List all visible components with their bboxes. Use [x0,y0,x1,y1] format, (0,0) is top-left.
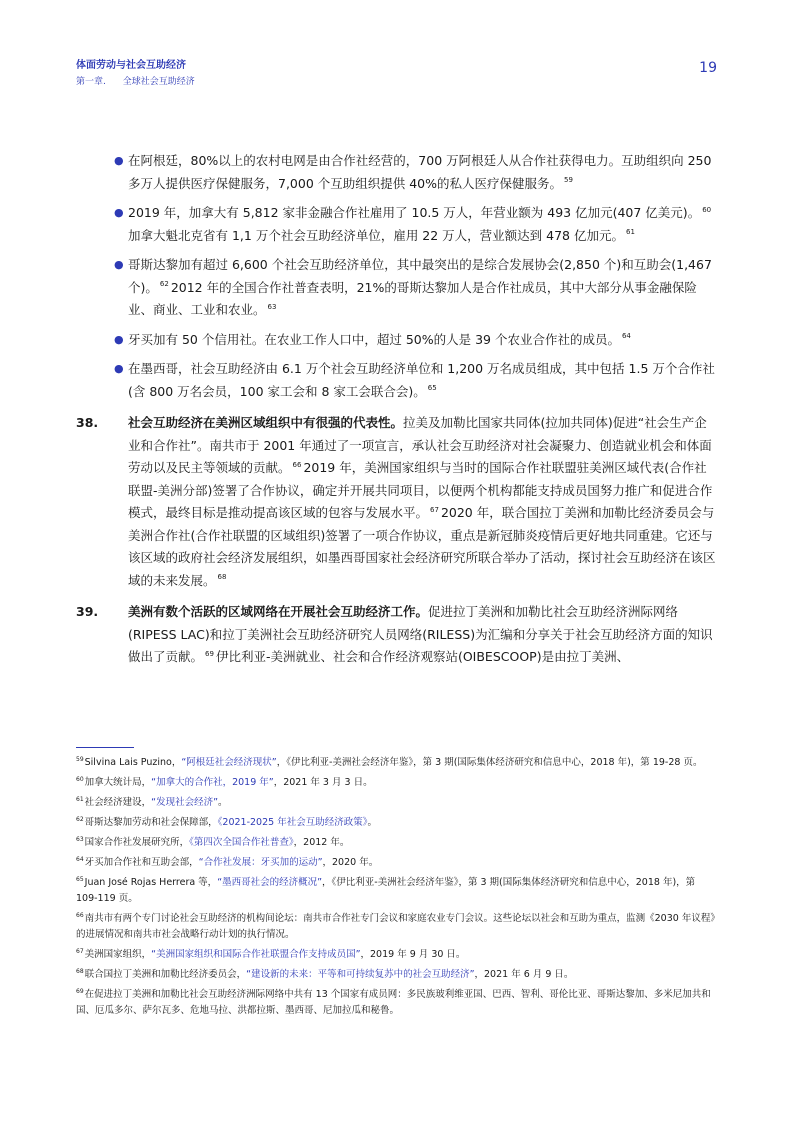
footnote-ref[interactable]: 63 [267,302,277,311]
footnote-ref[interactable]: 65 [427,384,437,393]
footnotes [76,755,717,1023]
bullet-item [114,329,717,352]
footnote [76,815,717,831]
footnote-text: ，《伊比利亚-美洲社会经济年鉴》，第 3 期(国际集体经济研究和信息中心，2018 年)，第 109-119 页。 [76,877,696,904]
footnote [76,855,717,871]
footnote [76,947,717,963]
footnote-text: ，2021 年 6 月 9 日。 [474,969,574,980]
footnote-link[interactable]: “加拿大的合作社，2019 年” [151,777,274,788]
footnote-text: 。 [367,817,377,828]
footnote-ref[interactable]: 68 [217,573,227,582]
footnote-ref[interactable]: 59 [564,176,573,185]
footnote-text: 加拿大统计局， [84,777,152,788]
footnote-number: 68 [76,967,84,975]
footnote-ref[interactable]: 67 [430,505,439,514]
footnote-text: 。 [218,797,228,808]
footnote-link[interactable]: “美洲国家组织和国际合作社联盟合作支持成员国” [151,949,361,960]
paragraph-lead: 美洲有数个活跃的区域网络在开展社会互助经济工作。 [128,604,429,619]
footnote-divider [76,747,134,748]
numbered-paragraph [76,412,717,592]
bullet-text: 2019 年，加拿大有 5,812 家非金融合作社雇用了 10.5 万人，年营业额为 493 亿加元(407 亿美元)。 [128,205,701,220]
footnote-text: Juan José Rojas Herrera 等， [84,877,218,888]
footnote-text: ，2021 年 3 月 3 日。 [273,777,373,788]
footnote-link[interactable]: “阿根廷社会经济现状” [181,757,277,768]
main-content [76,150,717,669]
paragraph-text: 促进拉丁美洲和加勒比社会互助经济洲际网络(RIPESS LAC)和拉丁美洲社会互助经济研究人员网络(RILESS)为汇编和分享关于社会互助经济方面的知识做出了贡献。 [128,604,713,664]
footnote-text: 哥斯达黎加劳动和社会保障部， [84,817,218,828]
footnote-number: 65 [76,875,84,883]
footnote-number: 69 [76,987,84,995]
footnote-link[interactable]: “合作社发展：牙买加的运动” [198,857,323,868]
bullet-icon: ● [114,154,124,167]
chapter-number: 第一章. [76,77,106,87]
footnote-text: 南共市有两个专门讨论社会互助经济的机构间论坛：南共市合作社专门会议和家庭农业专门会议。这些论坛以社会和互助为重点，监测《2030 年议程》的进展情况和南共市社会战略行动计划的执行情况。 [76,913,716,940]
footnote-text: ，2020 年。 [322,857,379,868]
bullet-item [114,202,717,247]
paragraph-text: 2020 年，联合国拉丁美洲和加勒比经济委员会与美洲合作社(合作社联盟的区域组织)签署了一项合作协议，重点是新冠肺炎疫情后更好地共同重建。它还与该区域的政府社会经济发展组织，如墨西哥国家社会经济研究所联合举办了活动，探讨社会互助经济在该区域的未来发展。 [128,505,716,588]
bullet-text: 牙买加有 50 个信用社。在农业工作人口中，超过 50%的人是 39 个农业合作社的成员。 [128,331,620,347]
footnote-text: Silvina Lais Puzino， [84,757,182,768]
bullet-text: 哥斯达黎加有超过 6,600 个社会互助经济单位，其中最突出的是综合发展协会(2,850 个)和互助会(1,467 个)。 [128,257,712,295]
bullet-item [114,254,717,322]
bullet-text: 在阿根廷，80%以上的农村电网是由合作社经营的，700 万阿根廷人从合作社获得电力。互助组织向 250 多万人提供医疗保健服务，7,000 个互助组织提供 40%的私人医疗保健服务。 [128,153,712,191]
footnote-number: 67 [76,947,84,955]
footnote-text: 国家合作社发展研究所， [84,837,190,848]
footnote-text: 牙买加合作社和互助会部， [84,857,199,868]
footnote [76,875,717,907]
footnote-text: 社会经济建设， [84,797,152,808]
paragraph-text: 拉美及加勒比国家共同体(拉加共同体)促进“社会生产企业和合作社”。南共市于 2001 年通过了一项宣言，承认社会互助经济对社会凝聚力、创造就业机会和体面劳动以及民主等领域的贡献。 [128,415,712,475]
footnote-link[interactable]: 《第四次全国合作社普查》 [189,837,294,848]
footnote [76,911,717,943]
footnote-text: ，《伊比利亚-美洲社会经济年鉴》，第 3 期(国际集体经济研究和信息中心，2018 年)，第 19-28 页。 [276,757,703,768]
footnote-link[interactable]: 《2021-2025 年社会互助经济政策》 [217,817,368,828]
footnote-number: 59 [76,755,84,763]
footnote [76,795,717,811]
numbered-paragraph [76,601,717,669]
footnote-link[interactable]: “建设新的未来：平等和可持续复苏中的社会互助经济” [246,969,475,980]
bullet-icon: ● [114,258,124,271]
bullet-text: 2012 年的全国合作社普查表明，21%的哥斯达黎加人是合作社成员，其中大部分从事金融保险业、商业、工业和农业。 [128,279,697,317]
footnote [76,835,717,851]
footnote-ref[interactable]: 60 [702,205,712,214]
bullet-text: 加拿大魁北克省有 1,1 万个社会互助经济单位，雇用 22 万人，营业额达到 478 亿加元。 [128,227,624,243]
document-title: 体面劳动与社会互助经济 [76,60,186,71]
paragraph-text: 2019 年，美洲国家组织与当时的国际合作社联盟驻美洲区域代表(合作社联盟-美洲分部)签署了合作协议，确定并开展共同项目，以便两个机构都能支持成员国努力推广和促进合作模式，最终目标是推动提高该区域的包容与发展水平。 [128,460,713,520]
page-number: 19 [699,60,717,76]
footnote-number: 62 [76,815,84,823]
footnote-text: 美洲国家组织， [84,949,152,960]
footnote-text: ，2019 年 9 月 30 日。 [360,949,466,960]
footnote-text: ，2012 年。 [293,837,350,848]
footnote-ref[interactable]: 69 [205,649,214,658]
footnote-link[interactable]: “发现社会经济” [151,797,218,808]
footnote-number: 60 [76,775,84,783]
paragraph-text: 伊比利亚-美洲就业、社会和合作经济观察站(OIBESCOOP)是由拉丁美洲、 [215,649,630,664]
bullet-item [114,358,717,403]
footnote [76,967,717,983]
footnote-link[interactable]: “墨西哥社会的经济概况” [217,877,323,888]
chapter-title: 全球社会互助经济 [122,77,195,87]
footnote [76,987,717,1019]
footnote [76,755,717,771]
footnote-ref[interactable]: 62 [159,280,169,289]
footnote-text: 联合国拉丁美洲和加勒比经济委员会， [84,969,247,980]
paragraph-number: 38. [76,415,99,430]
footnote-number: 64 [76,855,84,863]
footnote-number: 63 [76,835,84,843]
chapter-label [76,74,209,87]
bullet-icon: ● [114,362,124,375]
footnote-ref[interactable]: 61 [626,228,635,237]
bullet-item [114,150,717,195]
footnote [76,775,717,791]
bullet-icon: ● [114,206,124,219]
paragraph-number: 39. [76,604,99,619]
footnote-number: 61 [76,795,84,803]
bullet-icon: ● [114,332,124,346]
footnote-ref[interactable]: 64 [621,332,631,341]
footnote-ref[interactable]: 66 [292,460,302,469]
footnote-text: 在促进拉丁美洲和加勒比社会互助经济洲际网络中共有 13 个国家有成员网：多民族玻利维亚国、巴西、智利、哥伦比亚、哥斯达黎加、多米尼加共和国、厄瓜多尔、萨尔瓦多、危地马拉、洪都拉斯、墨西哥、尼加拉瓜和秘鲁。 [76,989,711,1016]
footnote-number: 66 [76,911,84,919]
paragraph-lead: 社会互助经济在美洲区域组织中有很强的代表性。 [128,415,404,430]
bullet-text: 在墨西哥，社会互助经济由 6.1 万个社会互助经济单位和 1,200 万名成员组成，其中包括 1.5 万个合作社(含 800 万名会员，100 家工会和 8 家工会联合会)。 [128,361,715,399]
